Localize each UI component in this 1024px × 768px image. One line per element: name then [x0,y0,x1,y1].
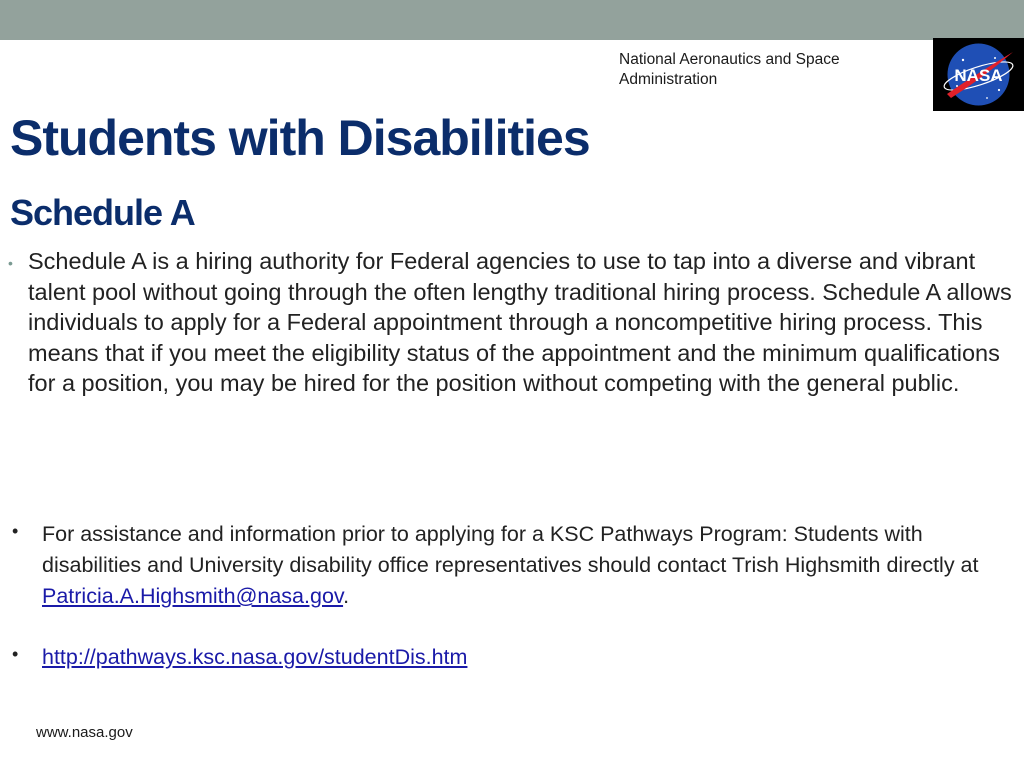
nasa-logo-text: NASA [954,66,1003,85]
agency-name-line1: National Aeronautics and Space [619,51,840,68]
footer-url: www.nasa.gov [36,724,133,741]
nasa-meatball-logo-icon [933,38,1024,111]
contact-email-link[interactable]: Patricia.A.Highsmith@nasa.gov [42,584,344,608]
assistance-end: . [343,584,350,608]
nasa-logo [933,38,1024,111]
agency-name [619,50,919,90]
bullet-dot-icon: • [12,521,19,541]
page-title: Students with Disabilities [10,110,590,166]
pathways-link-item [42,642,467,673]
schedule-a-description: Schedule A is a hiring authority for Federal agencies to use to tap into a diverse and vibrant talent pool without going through the often lengthy traditional hiring process. Schedule A allows individuals to apply for a Federal appointment through a noncompetitive hiring process. This means that if you meet the eligibility status of the appointment and the minimum qualifications for a position, you may be hired for the position without competing with the general public. [28,248,1012,396]
top-banner-bar [0,0,1024,40]
pathways-url-link[interactable]: http://pathways.ksc.nasa.gov/studentDis.htm [42,645,468,669]
bullet-dot-icon: • [12,644,19,664]
bullet-dot-icon: • [8,255,13,271]
section-subtitle: Schedule A [10,192,195,233]
assistance-info [42,519,1002,612]
agency-name-line2: Administration [619,71,718,88]
assistance-text: For assistance and information prior to applying for a KSC Pathways Program: Students with disabilities and University disability office representatives should contact Trish Highsmith directly at [42,522,979,577]
